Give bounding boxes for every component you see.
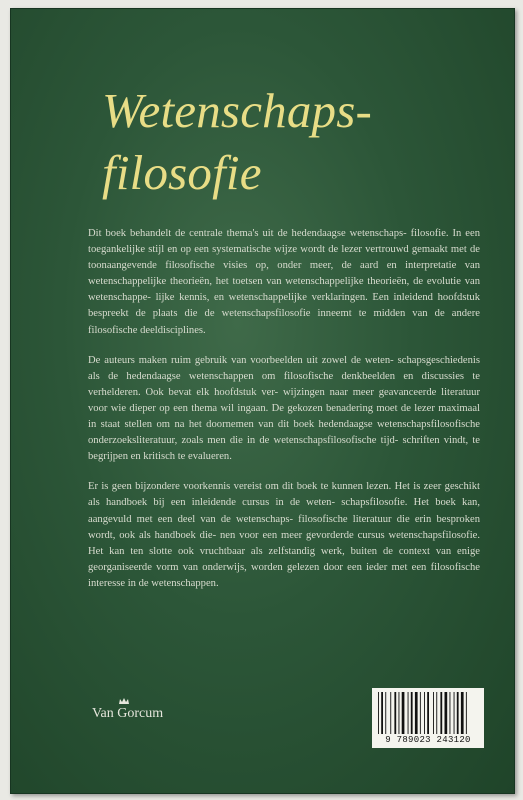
blurb-paragraph-2: De auteurs maken ruim gebruik van voorbeelden uit zowel de weten- schapsgeschiedenis als de hedendaagse wetenschappen om filosofische denkbeelden en discussies te verhelderen. Ook bevat elk hoofdstuk ver- wijzingen naar meer geavanceerde literatuur voor wie dieper op een thema wil ingaan. De gekozen benadering moet de lezer maximaal in staat stellen om na het doornemen van dit boek hedendaagse wetenschapsfilosofische onderzoeksliteratuur, zoals men die in de wetenschapsfilosofische tijd- schriften vindt, te begrijpen en kritisch te evalueren. <box>88 354 480 463</box>
barcode <box>372 688 484 748</box>
book-title <box>102 80 372 204</box>
title-line-2: filosofie <box>102 145 262 200</box>
isbn-number: 9 789023 243120 <box>385 735 471 745</box>
title-line-1: Wetenschaps- <box>102 83 373 138</box>
blurb-paragraph-1: Dit boek behandelt de centrale thema's uit de hedendaagse wetenschaps- filosofie. In een toegankelijke stijl en op een systematische wijze wordt de lezer vertrouwd gemaakt met de toonaangevende filosofische visies op, onder meer, de aard en interpretatie van wetenschappelijke theorieën, het toetsen van wetenschappelijke theorieën, de evolutie van wetenschappe- lijke kennis, en wetenschappelijke verklaringen. Een inleidend hoofdstuk bespreekt de plaats die de wetenschapsfilosofie inneemt te midden van de andere filosofische deeldisciplines. <box>88 228 480 336</box>
blurb-paragraph-3: Er is geen bijzondere voorkennis vereist om dit boek te kunnen lezen. Het is zeer geschikt als handboek bij een inleidende cursus in de weten- schapsfilosofie. Het boek kan, aangevuld met een deel van de wetenschaps- filosofische literatuur die erin besproken wordt, ook als handboek die- nen voor een meer gevorderde cursus wetenschapsfilosofie. Het kan ten slotte ook vruchtbaar als zelfstandig werk, buiten de context van enige georganiseerde vorm van onderwijs, worden gelezen door een ieder met een filosofische interesse in de wetenschappen. <box>88 481 480 589</box>
publisher-logo: Van Gorcum <box>92 706 164 721</box>
barcode-bars <box>378 692 478 734</box>
crown-icon <box>118 697 130 705</box>
blurb-text <box>88 226 480 606</box>
